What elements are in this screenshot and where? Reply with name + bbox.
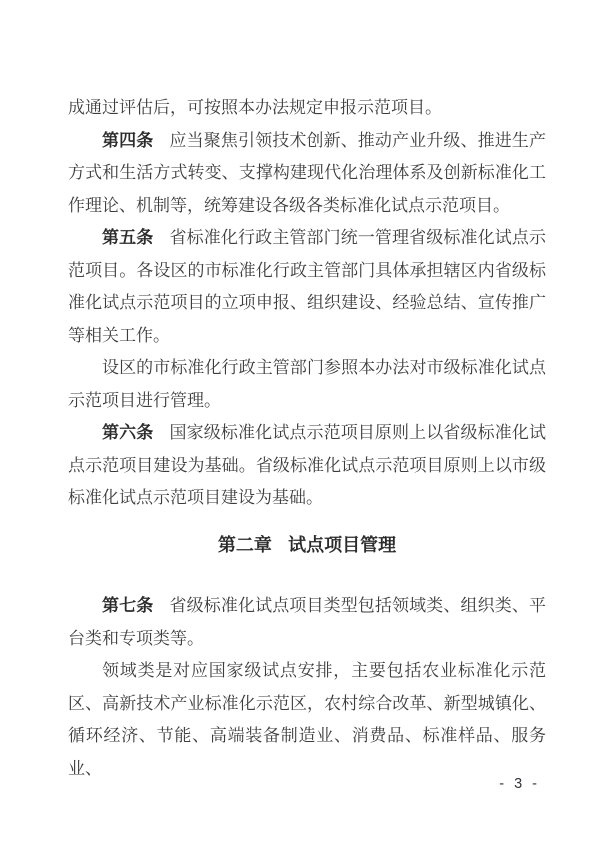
paragraph bbox=[68, 417, 546, 515]
paragraph bbox=[68, 125, 546, 223]
article-number: 第四条 bbox=[102, 130, 154, 150]
article-number: 第七条 bbox=[102, 596, 154, 615]
paragraph bbox=[68, 352, 546, 417]
chapter-title: 试点项目管理 bbox=[288, 534, 397, 555]
paragraph-text: 领域类是对应国家级试点安排，主要包括农业标准化示范区、高新技术产业标准化示范区，农村综合改革、新型城镇化、循环经济、节能、高端装备制造业、消费品、标准样品、服务业、 bbox=[68, 661, 546, 778]
paragraph-text: 省标准化行政主管部门统一管理省级标准化试点示范项目。各设区的市标准化行政主管部门具体承担辖区内省级标准化试点示范项目的立项申报、组织建设、经验总结、宣传推广等相关工作。 bbox=[68, 228, 547, 345]
article-number: 第六条 bbox=[102, 423, 154, 442]
paragraph-text: 省级标准化试点项目类型包括领域类、组织类、平台类和专项类等。 bbox=[68, 596, 547, 648]
article-number: 第五条 bbox=[102, 228, 154, 247]
paragraph bbox=[68, 590, 546, 655]
paragraph bbox=[68, 92, 546, 125]
paragraph bbox=[68, 222, 546, 352]
paragraph-text: 国家级标准化试点示范项目原则上以省级标准化试点示范项目建设为基础。省级标准化试点示范项目原则上以市级标准化试点示范项目建设为基础。 bbox=[68, 423, 547, 507]
paragraph-text: 应当聚焦引领技术创新、推动产业升级、推进生产方式和生活方式转变、支撑构建现代化治理体系及创新标准化工作理论、机制等，统筹建设各级各类标准化试点示范项目。 bbox=[68, 130, 547, 215]
paragraph-text: 设区的市标准化行政主管部门参照本办法对市级标准化试点示范项目进行管理。 bbox=[68, 358, 546, 410]
chapter-label: 第二章 bbox=[217, 534, 272, 555]
paragraph-text: 成通过评估后，可按照本办法规定申报示范项目。 bbox=[68, 98, 442, 117]
paragraph bbox=[68, 655, 546, 785]
page-number: - 3 - bbox=[499, 776, 540, 792]
chapter-heading bbox=[68, 529, 546, 562]
